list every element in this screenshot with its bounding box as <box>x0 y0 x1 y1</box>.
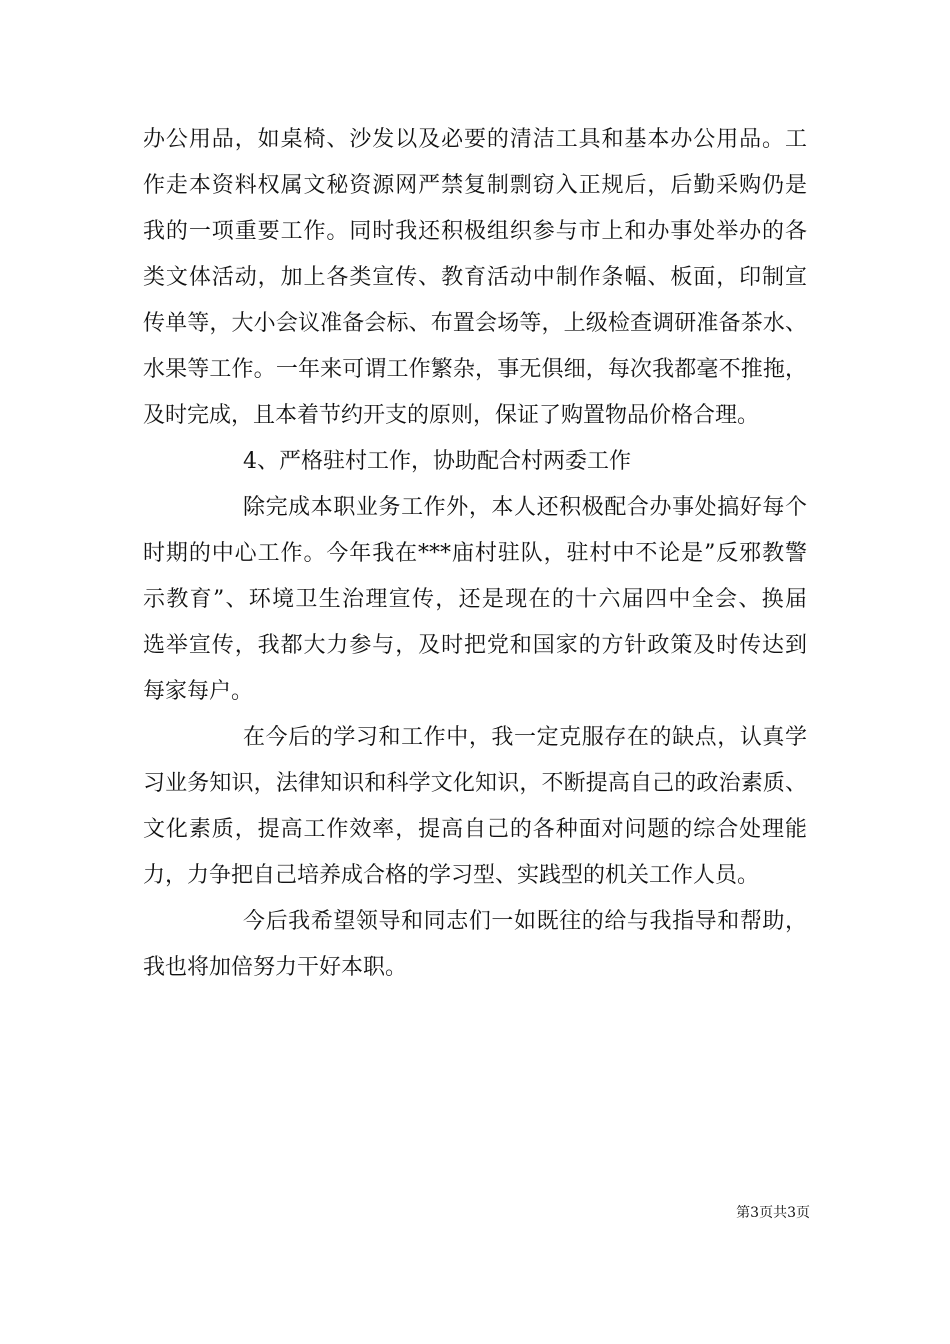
text-line: 我也将加倍努力干好本职。 <box>143 955 408 980</box>
text-line: 习业务知识，法律知识和科学文化知识，不断提高自己的政治素质、 <box>143 771 807 796</box>
text-line: 水果等工作。一年来可谓工作繁杂，事无俱细，每次我都毫不推拖， <box>143 357 807 382</box>
text-line: 传单等，大小会议准备会标、布置会场等，上级检查调研准备茶水、 <box>143 311 807 336</box>
paragraph-first-line: 今后我希望领导和同志们一如既往的给与我指导和帮助， <box>243 909 807 934</box>
text-line: 办公用品，如桌椅、沙发以及必要的清洁工具和基本办公用品。工 <box>143 127 807 152</box>
body-text <box>143 117 807 991</box>
text-line: 及时完成，且本着节约开支的原则，保证了购置物品价格合理。 <box>143 403 760 428</box>
text-line: 时期的中心工作。今年我在***庙村驻队，驻村中不论是”反邪教警 <box>143 541 807 566</box>
section-heading: 4、严格驻村工作，协助配合村两委工作 <box>243 449 631 474</box>
text-line: 力，力争把自己培养成合格的学习型、实践型的机关工作人员。 <box>143 863 760 888</box>
page-number: 第3页共3页 <box>736 1205 810 1221</box>
text-line: 类文体活动，加上各类宣传、教育活动中制作条幅、板面，印制宣 <box>143 265 807 290</box>
paragraph-first-line: 在今后的学习和工作中，我一定克服存在的缺点，认真学 <box>243 725 807 750</box>
text-line: 文化素质，提高工作效率，提高自己的各种面对问题的综合处理能 <box>143 817 807 842</box>
text-line: 每家每户。 <box>143 679 254 704</box>
paragraph-first-line: 除完成本职业务工作外，本人还积极配合办事处搞好每个 <box>243 495 807 520</box>
text-line: 作走本资料权属文秘资源网严禁复制剽窃入正规后，后勤采购仍是 <box>143 173 807 198</box>
text-line: 示教育”、环境卫生治理宣传，还是现在的十六届四中全会、换届 <box>143 587 807 612</box>
text-line: 我的一项重要工作。同时我还积极组织参与市上和办事处举办的各 <box>143 219 807 244</box>
text-line: 选举宣传，我都大力参与，及时把党和国家的方针政策及时传达到 <box>143 633 807 658</box>
